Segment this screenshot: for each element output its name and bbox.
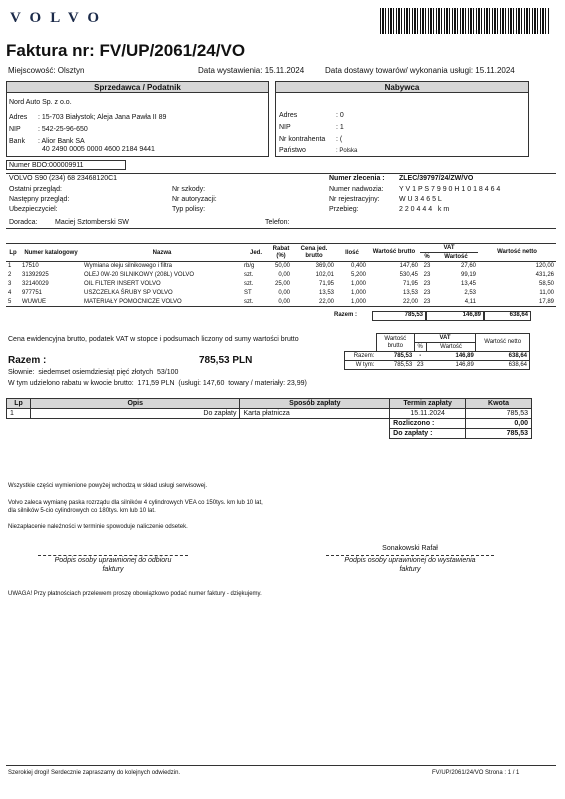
- mileage: 2 2 0 4 4 4 k m: [399, 206, 450, 213]
- to-pay-label: Do zapłaty :: [390, 429, 466, 439]
- item-discount: 0,00: [278, 272, 290, 278]
- settled-label: Rozliczono :: [390, 419, 466, 429]
- last-inspection: Ostatni przegląd:: [9, 186, 62, 193]
- policy-type: Typ polisy:: [172, 206, 206, 213]
- barcode: [380, 8, 550, 34]
- pay-method: Karta płatnicza: [240, 409, 390, 419]
- signature-left-2: faktury: [102, 566, 124, 573]
- note-timing-belt-1: Volvo zaleca wymianę paska rozrządu dla silników 4 cylindrowych VEA co 150tys. km lub 10 lat,: [8, 500, 263, 506]
- registration: W U 3 4 6 5 L: [399, 196, 442, 203]
- table-row: [6, 298, 556, 307]
- buyer-country: : Polska: [336, 148, 358, 154]
- col-lp: Lp: [9, 249, 17, 256]
- pay-amount: 785,53: [466, 409, 532, 419]
- item-vat-pct: 23: [423, 298, 431, 305]
- seller-address-label: Adres: [9, 114, 28, 121]
- pay-h-due: Termin zapłaty: [390, 399, 466, 409]
- payment-table: [6, 398, 532, 439]
- damage-no: Nr szkody:: [172, 186, 206, 193]
- item-catalog: 32140029: [22, 281, 49, 287]
- item-price: 13,53: [318, 290, 334, 296]
- item-lp: 1: [8, 263, 12, 270]
- item-gross: 22,00: [402, 298, 418, 305]
- item-vat-pct: 23: [423, 272, 431, 278]
- pay-h-method: Sposób zapłaty: [240, 399, 390, 409]
- item-vat-pct: 23: [423, 281, 431, 287]
- sum-row2-label: W tym:: [355, 362, 375, 368]
- pay-h-amount: Kwota: [466, 399, 532, 409]
- item-lp: 5: [8, 298, 12, 305]
- vat-summary-table: [344, 333, 530, 370]
- sum-h-net: Wartość netto: [476, 334, 530, 352]
- item-vat-pct: 23: [423, 290, 431, 296]
- to-pay-amount: 785,53: [466, 429, 532, 439]
- table-row: [6, 271, 556, 280]
- amount-in-words: Słownie: siedemset osiemdziesiąt pięć złotych 53/100: [8, 369, 179, 376]
- item-qty: 1,000: [350, 290, 366, 296]
- col-vat: VAT: [443, 245, 455, 251]
- items-total-gross: 785,53: [372, 311, 426, 321]
- col-catalog: Numer katalogowy: [24, 249, 78, 256]
- item-name: Wymiana oleju silnikowego i filtra: [84, 263, 172, 270]
- reg-label: Nr rejestracyjny:: [329, 196, 380, 203]
- item-qty: 5,200: [350, 272, 366, 278]
- item-gross: 71,95: [402, 281, 418, 287]
- auth-no: Nr autoryzacji:: [172, 196, 217, 203]
- item-vat: 13,45: [460, 281, 476, 287]
- seller-bank-label: Bank: [9, 138, 25, 145]
- sum-row1-pct: -: [419, 353, 422, 359]
- item-unit: szt.: [244, 298, 254, 305]
- signature-line-right: [326, 555, 494, 556]
- issue-date: Data wystawienia: 15.11.2024: [198, 66, 305, 75]
- seller-nip: : 542-25-96-650: [38, 126, 88, 133]
- item-lp: 4: [8, 290, 12, 296]
- sum-h-pct: %: [414, 343, 426, 352]
- item-vat-pct: 23: [423, 263, 431, 270]
- phone-label: Telefon:: [265, 219, 290, 226]
- sum-h-vat: VAT: [414, 334, 476, 343]
- item-name: OLEJ 0W-20 SILNIKOWY (208L) VOLVO: [84, 272, 195, 278]
- item-lp: 3: [8, 281, 12, 287]
- buyer-heading: Nabywca: [275, 81, 529, 93]
- col-name: Nazwa: [152, 249, 172, 256]
- buyer-box: [275, 93, 529, 157]
- items-table: [6, 243, 556, 307]
- mileage-label: Przebieg:: [329, 206, 359, 213]
- item-vat: 99,19: [460, 272, 476, 278]
- footer-page: FV/UP/2061/24/VO Strona : 1 / 1: [432, 770, 520, 776]
- item-qty: 1,000: [350, 281, 366, 287]
- item-catalog: 977751: [22, 290, 43, 296]
- item-name: MATERIAŁY POMOCNICZE VOLVO: [84, 298, 182, 305]
- item-unit: ST: [244, 290, 252, 296]
- item-name: USZCZELKA ŚRUBY SP VOLVO: [84, 290, 173, 296]
- sum-row2-pct: 23: [416, 362, 424, 368]
- vin-label: Numer nadwozia:: [329, 186, 384, 193]
- item-catalog: WUWUE: [22, 298, 46, 305]
- sum-row1-vat: 146,89: [455, 353, 474, 359]
- sum-row1-gross: 785,53: [393, 353, 413, 359]
- buyer-contractor: : (: [336, 136, 343, 143]
- item-discount: 25,00: [274, 281, 290, 287]
- signature-line-left: [38, 555, 188, 556]
- items-total-net: 638,64: [484, 311, 531, 321]
- note-timing-belt-2: dla silników 5-cio cylindrowych co 180tys. km lub 10 lat.: [8, 508, 156, 514]
- buyer-contractor-label: Nr kontrahenta: [279, 136, 326, 143]
- item-unit: rb/g: [244, 263, 255, 270]
- item-unit: szt.: [244, 272, 254, 278]
- item-price: 22,00: [318, 298, 334, 305]
- sum-h-gross: Wartość brutto: [376, 334, 414, 352]
- item-catalog: 17510: [22, 263, 39, 270]
- item-price: 369,00: [315, 263, 334, 270]
- item-qty: 1,000: [350, 298, 366, 305]
- payment-warning: UWAGA! Przy płatnościach przelewem proszę obowiązkowo podać numer faktury - dziękujemy.: [8, 591, 262, 597]
- next-inspection: Następny przegląd:: [9, 196, 70, 203]
- sum-h-vat-value: Wartość: [426, 343, 476, 352]
- item-vat: 27,60: [460, 263, 476, 270]
- item-discount: 0,00: [278, 298, 290, 305]
- item-net: 58,50: [538, 281, 554, 287]
- summary-total-label: Razem :: [8, 355, 47, 366]
- item-price: 102,01: [315, 272, 334, 278]
- item-discount: 0,00: [278, 290, 290, 296]
- sum-row2-gross: 785,53: [393, 362, 413, 368]
- table-row: [6, 262, 556, 271]
- seller-bdo: Numer BDO:000009911: [6, 160, 126, 170]
- seller-nip-label: NIP: [9, 126, 21, 133]
- item-net: 120,00: [535, 263, 554, 270]
- item-unit: szt.: [244, 281, 254, 287]
- summary-total: 785,53 PLN: [199, 355, 253, 366]
- signature-right-2: faktury: [399, 566, 421, 573]
- seller-name: Nord Auto Sp. z o.o.: [9, 99, 72, 106]
- buyer-country-label: Państwo: [279, 147, 306, 154]
- price-note: Cena ewidencyjna brutto, podatek VAT w stopce i podsumach liczony od sumy wartości brutto: [8, 336, 299, 343]
- items-total-vat: 146,89: [426, 311, 484, 321]
- footer-greeting: Szerokiej drogi! Serdecznie zapraszamy do kolejnych odwiedzin.: [8, 770, 181, 776]
- col-net: Wartość netto: [497, 249, 537, 255]
- item-net: 11,00: [539, 290, 554, 296]
- insurer: Ubezpieczyciel:: [9, 206, 58, 213]
- seller-bank: : Alior Bank SA: [38, 138, 85, 145]
- advisor-label: Doradca:: [9, 219, 38, 226]
- order-label: Numer zlecenia :: [329, 175, 385, 182]
- col-unit: Jed.: [249, 249, 262, 256]
- item-lp: 2: [8, 272, 12, 278]
- delivery-date: Data dostawy towarów/ wykonania usługi: 15.11.2024: [325, 66, 515, 75]
- sum-row1-label: Razem:: [353, 353, 375, 359]
- pay-desc: Do zapłaty: [30, 409, 240, 419]
- seller-account: 40 2490 0005 0000 4600 2184 9441: [42, 146, 155, 153]
- table-row: [6, 289, 556, 298]
- col-discount: Rabat (%): [272, 245, 290, 259]
- item-price: 71,95: [318, 281, 334, 287]
- settled-amount: 0,00: [466, 419, 532, 429]
- vin: Y V 1 P S 7 9 9 0 H 1 0 1 8 4 6 4: [399, 186, 501, 193]
- item-discount: 50,00: [274, 263, 290, 270]
- item-net: 431,26: [535, 272, 554, 278]
- footer-rule: [6, 765, 556, 766]
- items-total-label: Razem :: [334, 312, 358, 318]
- item-gross: 13,53: [402, 290, 418, 296]
- col-gross: Wartość brutto: [372, 249, 416, 255]
- buyer-nip: : 1: [336, 124, 344, 131]
- col-vat-pct: %: [424, 254, 430, 260]
- vehicle-model: VOLVO S90 (234) 68 23468120C1: [9, 175, 118, 182]
- buyer-nip-label: NIP: [279, 124, 291, 131]
- seller-address: : 15-703 Białystok; Aleja Jana Pawła II 89: [38, 114, 167, 121]
- item-net: 17,89: [538, 298, 554, 305]
- item-catalog: 31392925: [22, 272, 49, 278]
- col-unit-price: Cena jed. brutto: [300, 245, 328, 259]
- signature-right-1: Podpis osoby uprawnionej do wystawienia: [344, 557, 476, 564]
- pay-h-desc: Opis: [30, 399, 240, 409]
- item-qty: 0,400: [350, 263, 366, 270]
- signature-left-1: Podpis osoby uprawnionej do odbioru: [54, 557, 172, 564]
- issuer-name: Sonakowski Rafał: [382, 545, 438, 552]
- buyer-address: : 0: [336, 112, 344, 119]
- item-vat: 4,11: [464, 298, 476, 305]
- item-gross: 147,60: [399, 263, 418, 270]
- col-vat-value: Wartość: [444, 254, 468, 260]
- note-interest: Niezapłacenie należności w terminie spowoduje naliczenie odsetek.: [8, 524, 188, 530]
- invoice-title: Faktura nr: FV/UP/2061/24/VO: [6, 41, 246, 60]
- brand-logo: VOLVO: [10, 10, 109, 26]
- discount-line: W tym udzielono rabatu w kwocie brutto: 171,59 PLN (usługi: 147,60 towary / materiały: 23,99): [8, 380, 307, 387]
- place: Miejscowość: Olsztyn: [8, 66, 85, 75]
- sum-row2-vat: 146,89: [455, 362, 474, 368]
- item-name: OIL FILTER INSERT VOLVO: [84, 281, 161, 287]
- buyer-address-label: Adres: [279, 112, 298, 119]
- advisor: Maciej Sztomberski SW: [55, 219, 129, 226]
- pay-due: 15.11.2024: [390, 409, 466, 419]
- table-row: [6, 280, 556, 289]
- item-gross: 530,45: [399, 272, 418, 278]
- sum-row1-net: 638,64: [508, 353, 527, 359]
- sum-row2-net: 638,64: [508, 362, 527, 368]
- col-qty: Ilość: [345, 249, 359, 256]
- seller-heading: Sprzedawca / Podatnik: [6, 81, 269, 93]
- item-vat: 2,53: [464, 290, 476, 296]
- order-number: ZLEC/39797/24/ZW/VO: [399, 175, 474, 182]
- note-parts: Wszystkie części wymienione powyżej wchodzą w skład usługi serwisowej.: [8, 483, 208, 489]
- pay-h-lp: Lp: [7, 399, 31, 409]
- pay-lp: 1: [7, 409, 31, 419]
